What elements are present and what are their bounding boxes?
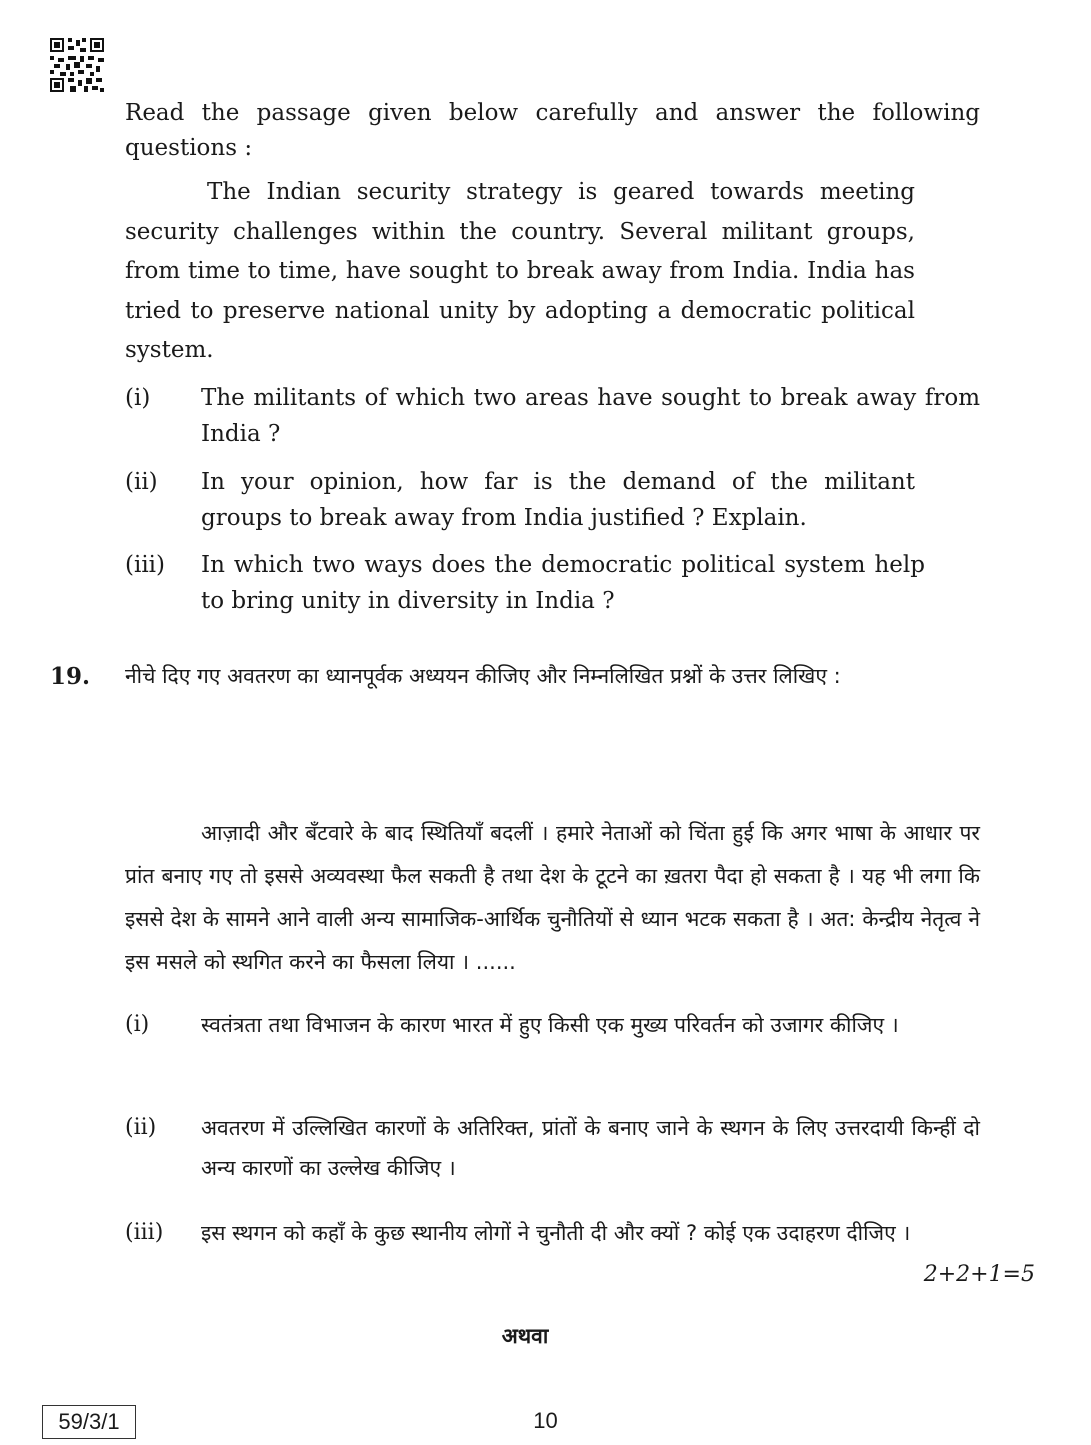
hindi-instruction: नीचे दिए गए अवतरण का ध्यानपूर्वक अध्ययन कीजिए और निम्नलिखित प्रश्नों के उत्तर लिखिए : — [125, 664, 841, 688]
english-passage-text: The Indian security strategy is geared towards meeting security challenges within the country. Several militant groups, from time to time, have sought to break away from India. India has tried to preserve national unity by adopting a democratic political system. — [125, 179, 915, 363]
question-text: अवतरण में उल्लिखित कारणों के अतिरिक्त, प्रांतों के बनाए जाने के स्थगन के लिए उत्तरदायी किन्हीं दो अन्य कारणों का उल्लेख कीजिए । — [201, 1116, 980, 1180]
question-number: (iii) — [125, 1220, 164, 1245]
paper-code: 59/3/1 — [42, 1405, 136, 1439]
question-number: (ii) — [125, 1115, 157, 1140]
question-number-19: 19. — [50, 663, 91, 690]
question-item — [125, 464, 915, 536]
question-number: (ii) — [125, 469, 158, 495]
question-item — [125, 1005, 980, 1045]
question-number: (i) — [125, 1012, 150, 1037]
question-text: इस स्थगन को कहाँ के कुछ स्थानीय लोगों ने चुनौती दी और क्यों ? कोई एक उदाहरण दीजिए । — [201, 1221, 911, 1245]
question-item — [125, 547, 925, 619]
question-number: (iii) — [125, 552, 166, 578]
question-item — [125, 1213, 980, 1253]
or-separator: अथवा — [501, 1324, 549, 1348]
question-item — [125, 380, 980, 452]
question-number: (i) — [125, 385, 151, 411]
question-text: In your opinion, how far is the demand of the militant groups to break away from India justified ? Explain. — [201, 469, 915, 531]
page-number: 10 — [533, 1408, 558, 1433]
question-text: In which two ways does the democratic political system help to bring unity in diversity in India ? — [201, 552, 925, 614]
passage-instruction: Read the passage given below carefully and answer the following questions : — [125, 100, 980, 161]
qr-code-icon — [50, 38, 104, 92]
question-text: The militants of which two areas have sought to break away from India ? — [201, 385, 980, 447]
question-text: स्वतंत्रता तथा विभाजन के कारण भारत में हुए किसी एक मुख्य परिवर्तन को उजागर कीजिए । — [201, 1013, 899, 1037]
marks-distribution: 2+2+1=5 — [923, 1262, 1035, 1287]
english-passage — [125, 173, 915, 371]
question-item — [125, 1108, 980, 1188]
hindi-passage-text: आज़ादी और बँटवारे के बाद स्थितियाँ बदलीं । हमारे नेताओं को चिंता हुई कि अगर भाषा के आधार पर प्रांत बनाए गए तो इससे अव्यवस्था फैल सकती है तथा देश के टूटने का ख़तरा पैदा हो सकता है । यह भी लगा कि इससे देश के सामने आने वाली अन्य सामाजिक-आर्थिक चुनौतियों से ध्यान भटक सकता है । अत: केन्द्रीय नेतृत्व ने इस मसले को स्थगित करने का फैसला लिया । ...... — [125, 821, 980, 974]
hindi-passage — [125, 812, 980, 984]
